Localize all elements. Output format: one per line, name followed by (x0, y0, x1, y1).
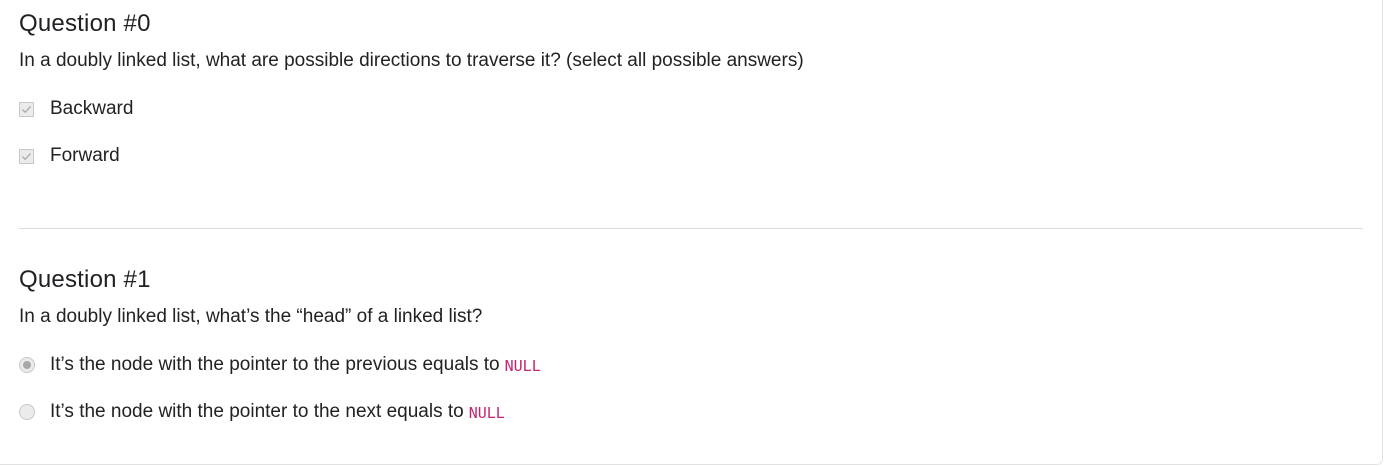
option-label: Forward (50, 145, 120, 166)
code-null: NULL (504, 357, 541, 375)
radio-unselected-icon[interactable] (19, 404, 35, 420)
question-1-option-next-null[interactable] (19, 400, 505, 424)
option-label: It’s the node with the pointer to the next equals to (50, 401, 464, 422)
question-0-option-backward[interactable] (19, 97, 133, 121)
checkbox-checked-icon[interactable] (19, 149, 34, 164)
checkbox-checked-icon[interactable] (19, 102, 34, 117)
option-label: It’s the node with the pointer to the previous equals to (50, 354, 500, 375)
code-null: NULL (468, 404, 505, 422)
question-1-title: Question #1 (19, 266, 151, 293)
radio-selected-icon[interactable] (19, 357, 35, 373)
question-0-title: Question #0 (19, 10, 151, 37)
question-divider (19, 228, 1363, 229)
question-1-option-previous-null[interactable] (19, 353, 541, 377)
question-1-text: In a doubly linked list, what’s the “head” of a linked list? (19, 306, 483, 327)
question-0-text: In a doubly linked list, what are possible directions to traverse it? (select all possible answers) (19, 50, 804, 71)
question-0-option-forward[interactable] (19, 144, 120, 168)
option-label: Backward (50, 98, 134, 119)
